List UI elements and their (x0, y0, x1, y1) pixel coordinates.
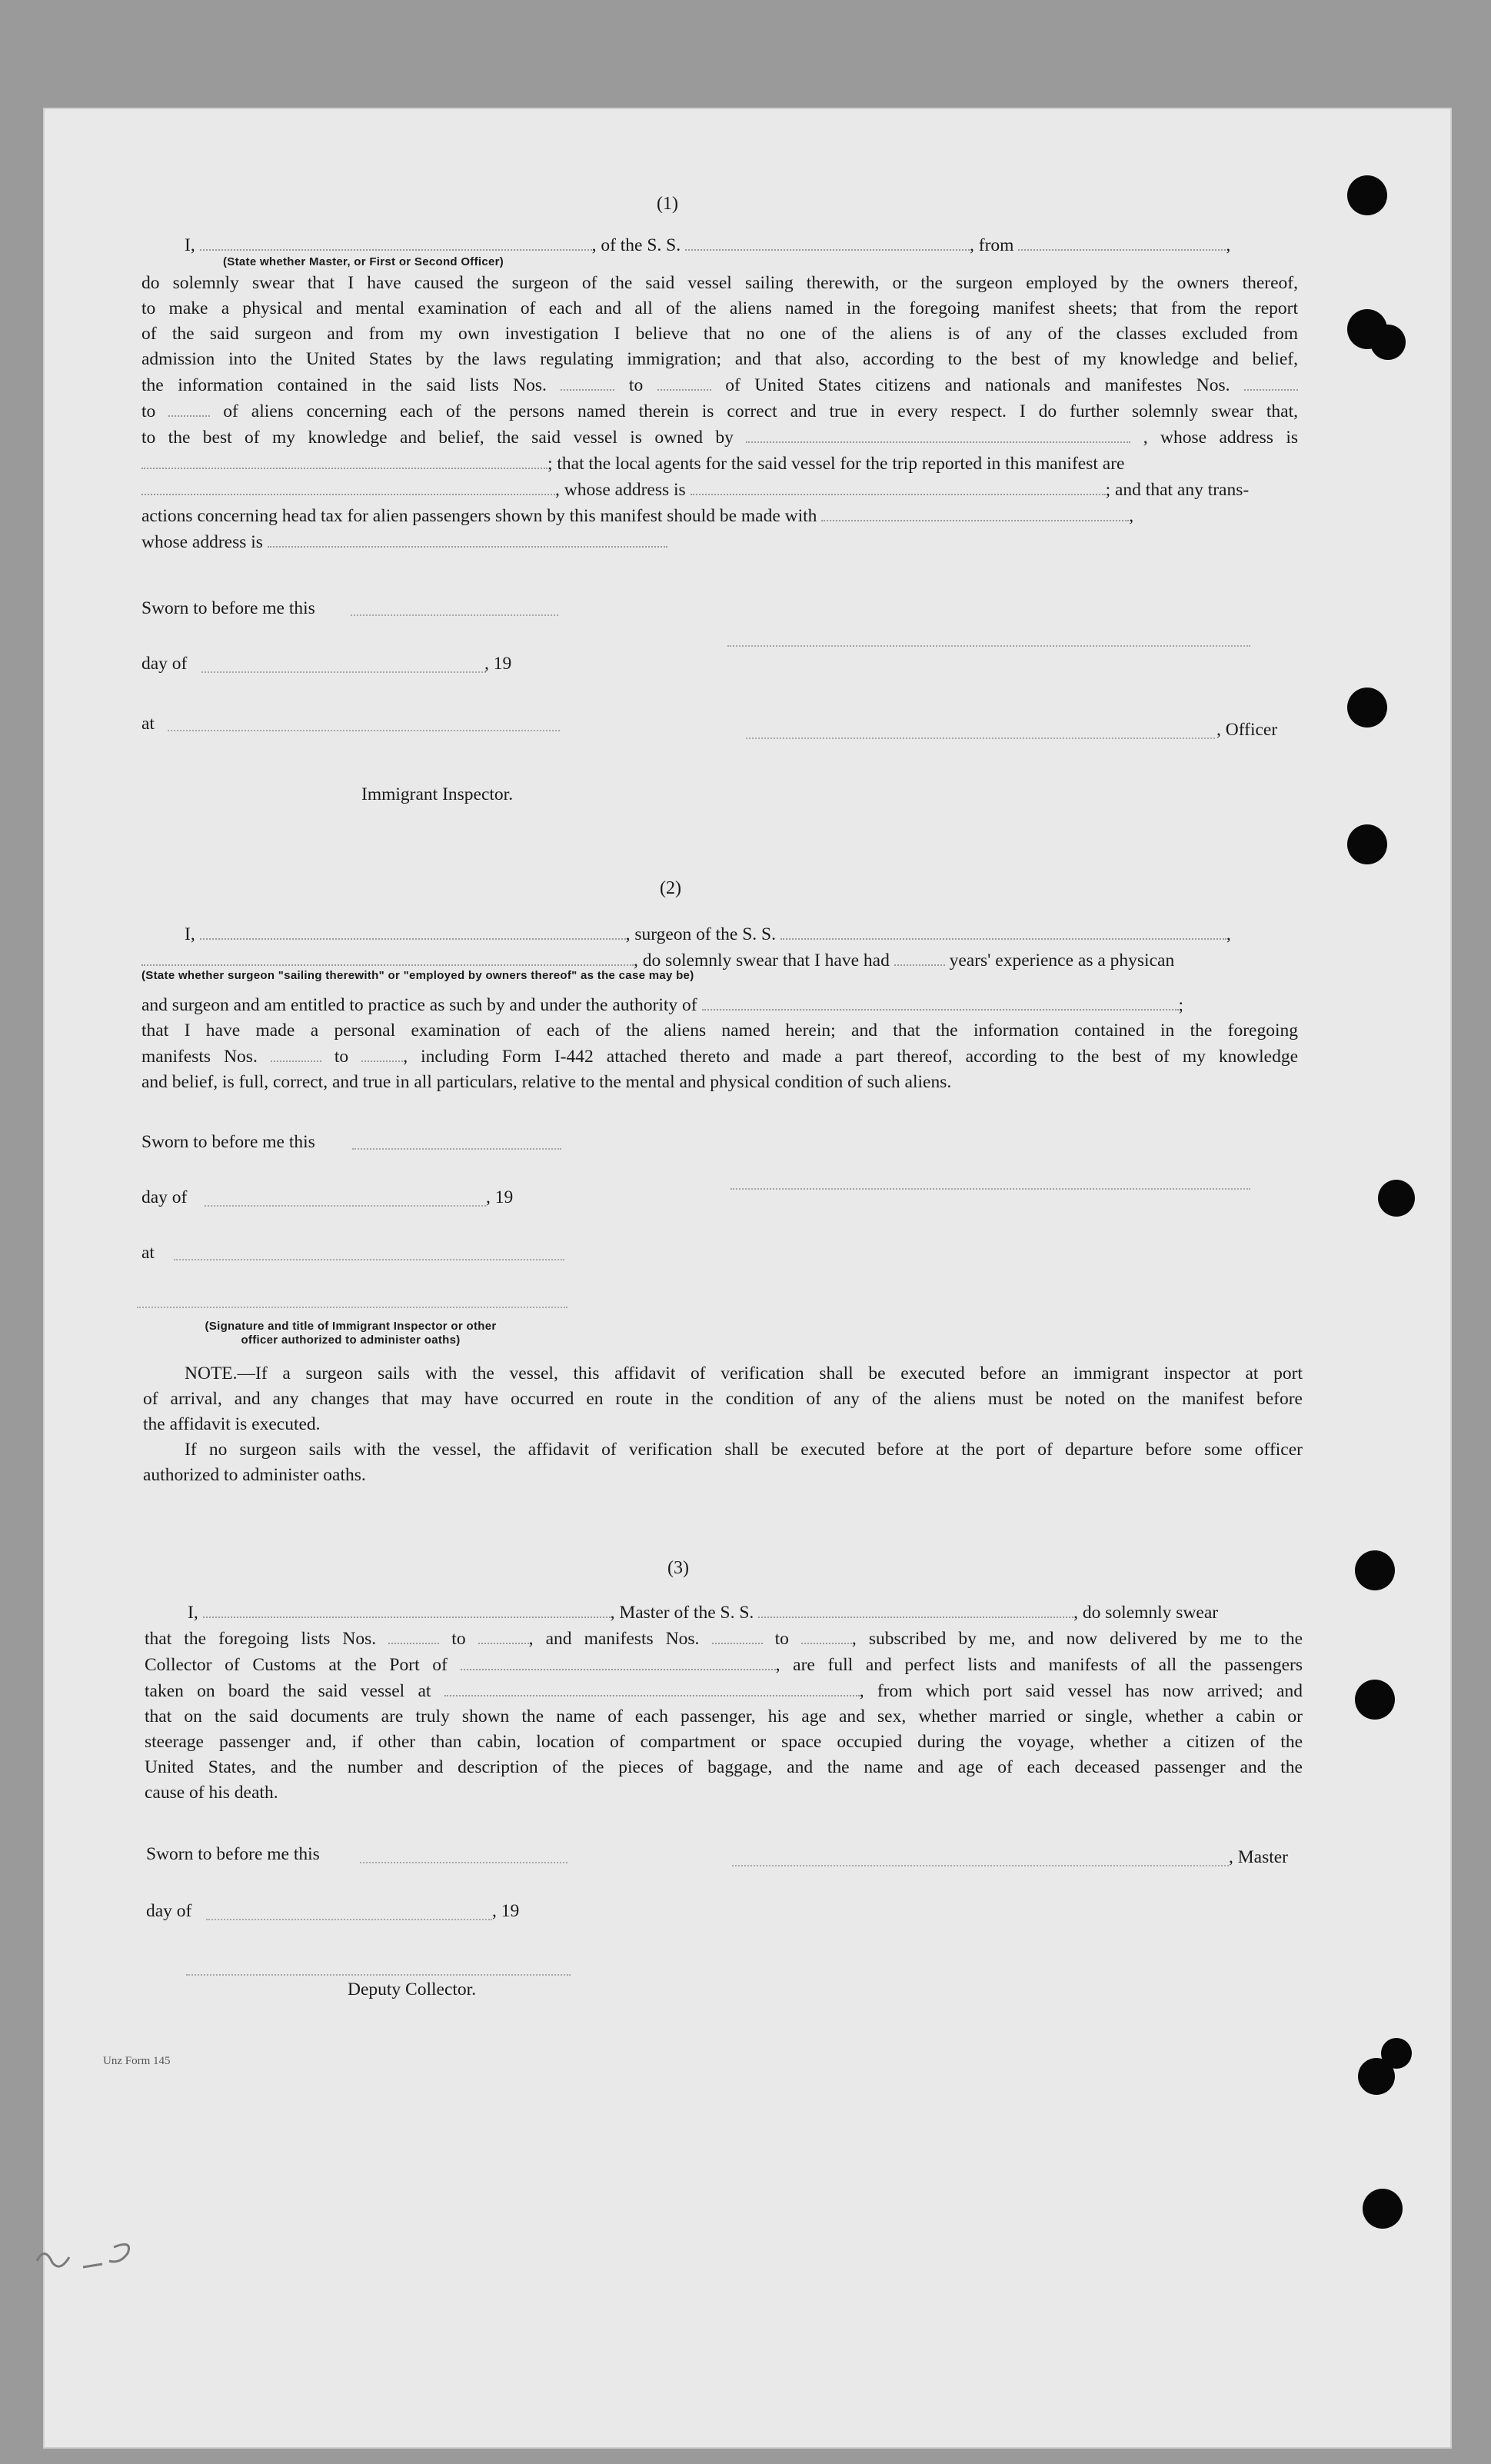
binder-hole-icon (1378, 1180, 1415, 1217)
port-field[interactable] (461, 1652, 776, 1670)
text: , do solemnly swear that I have had (634, 951, 890, 971)
binder-hole-icon (1355, 1680, 1395, 1720)
binder-hole-icon (1347, 688, 1387, 728)
at-label-2: at (141, 1243, 155, 1263)
lists-line-3 (145, 1626, 1303, 1652)
text: that the foregoing lists Nos. (145, 1629, 377, 1649)
text: , from (970, 235, 1014, 255)
sig-note (135, 1320, 566, 1347)
binder-hole-icon (1370, 325, 1406, 360)
year-label-3: , 19 (492, 1901, 520, 1921)
section-2 (141, 921, 1298, 1095)
aliens-line (141, 398, 1298, 425)
list-from-field[interactable] (561, 372, 614, 391)
manifest-nos-to-field[interactable] (361, 1044, 403, 1062)
master-signature-line[interactable] (732, 1864, 1229, 1866)
para-line: of the said surgeon and from my own investigation I believe that no one of the aliens is of any of the classes excluded from (141, 324, 1298, 344)
text: ; and that any trans- (1105, 480, 1250, 500)
binder-hole-icon (1355, 1550, 1395, 1590)
actions-line: actions concerning head tax for alien passengers shown by this manifest should be made with , (141, 503, 1298, 529)
departure-port-field[interactable] (444, 1678, 860, 1696)
text: of United States citizens and nationals and manifestes Nos. (725, 375, 1230, 395)
text: to (334, 1047, 349, 1067)
text: taken on board the said vessel at (145, 1681, 431, 1701)
section-2-line-1: I, , surgeon of the S. S. , (141, 921, 1298, 947)
master-name-field[interactable] (203, 1600, 611, 1618)
year-label-2: , 19 (486, 1187, 514, 1207)
text: , subscribed by me, and now delivered by me to the (851, 1629, 1303, 1649)
text: of aliens concerning each of the persons named therein is correct and true in every respect. I do further solemnly swear that, (223, 401, 1298, 421)
surgeon-name-field[interactable] (200, 921, 626, 940)
day-of-field-2[interactable] (205, 1204, 486, 1207)
day-of-label-2: day of (141, 1187, 188, 1207)
text: I, (185, 235, 195, 255)
para-line: that on the said documents are truly shown the name of each passenger, his age and sex, whether married or single, whether a cabin or (145, 1706, 1303, 1726)
note-line: of arrival, and any changes that may have occurred en route in the condition of any of the aliens must be noted on the manifest before (143, 1389, 1303, 1409)
form-page (45, 109, 1450, 2447)
text: to (628, 375, 644, 395)
owner-field[interactable] (746, 425, 1130, 443)
section-2-number: (2) (660, 878, 681, 898)
day-of-label-1: day of (141, 654, 188, 674)
surgeon-signature-line[interactable] (731, 1187, 1250, 1190)
sig-note-line: officer authorized to administer oaths) (241, 1334, 461, 1347)
text: years' experience as a physican (949, 951, 1175, 971)
para-line: do solemnly swear that I have caused the surgeon of the said vessel sailing therewith, or the surgeon employed by the owners thereof, (141, 273, 1298, 293)
text: the information contained in the said lists Nos. (141, 375, 547, 395)
section-1 (141, 232, 1298, 555)
note-line: If no surgeon sails with the vessel, the affidavit of verification shall be executed before at the port of departure before some officer (185, 1440, 1303, 1460)
section-3-line-1 (145, 1600, 1303, 1626)
text: , are full and perfect lists and manifests of all the passengers (775, 1655, 1303, 1675)
manifest-to-field[interactable] (168, 398, 210, 417)
section-1-paragraph (141, 271, 1298, 555)
years-field[interactable] (894, 947, 945, 966)
owned-line (141, 425, 1298, 451)
taken-on-line (145, 1678, 1303, 1704)
text: , whose address is (555, 480, 686, 500)
text: , surgeon of the S. S. (625, 924, 776, 944)
text: , of the S. S. (591, 235, 681, 255)
para-line: admission into the United States by the laws regulating immigration; and that also, according to the best of my knowledge and belief, (141, 349, 1298, 369)
text: , from which port said vessel has now arrived; and (859, 1681, 1303, 1701)
at-label-1: at (141, 714, 155, 734)
text: , do solemnly swear (1073, 1603, 1219, 1623)
binder-hole-icon (1381, 2038, 1412, 2069)
officer-signature-line[interactable] (727, 644, 1250, 647)
officer-name-field[interactable] (200, 232, 592, 251)
sworn-field-3[interactable] (360, 1861, 567, 1863)
manifest-from-field[interactable] (1244, 372, 1298, 391)
text: ; that the local agents for the said vessel for the trip reported in this manifest are (547, 454, 1125, 474)
officer-title-line[interactable] (746, 737, 1215, 739)
surgeon-note: (State whether surgeon "sailing therewith" or "employed by owners thereof" as the case may be) (141, 969, 694, 982)
officer-label: , Officer (1216, 720, 1278, 740)
note-line: authorized to administer oaths. (143, 1465, 366, 1485)
text: Collector of Customs at the Port of (145, 1655, 448, 1675)
manifest-nos-from-field[interactable] (271, 1044, 321, 1062)
text: to (774, 1629, 789, 1649)
lists-from-field[interactable] (388, 1626, 439, 1644)
inspector-signature-line[interactable] (137, 1306, 567, 1308)
lists-to-field[interactable] (478, 1626, 529, 1644)
list-to-field[interactable] (657, 372, 711, 391)
binder-hole-icon (1347, 824, 1387, 864)
agents-line (141, 451, 1298, 477)
lists-line (141, 372, 1298, 398)
officer-note: (State whether Master, or First or Second Officer) (223, 255, 504, 268)
text: I, (185, 924, 195, 944)
form-number: Unz Form 145 (103, 2055, 171, 2067)
owner-address-field[interactable] (141, 451, 547, 469)
day-of-field-3[interactable] (206, 1918, 492, 1920)
sig-note-line: (Signature and title of Immigrant Inspector or other (205, 1320, 497, 1333)
text: whose address is (141, 532, 263, 552)
para-line: and belief, is full, correct, and true in all particulars, relative to the mental and physical condition of such aliens. (141, 1072, 952, 1092)
binder-hole-icon (1363, 2189, 1403, 2229)
note-line: the affidavit is executed. (143, 1414, 321, 1434)
para-line: cause of his death. (145, 1783, 278, 1803)
manifests-to-field[interactable] (801, 1626, 852, 1644)
year-label-1: , 19 (484, 654, 512, 674)
authority-line: and surgeon and am entitled to practice as such by and under the authority of ; (141, 992, 1298, 1018)
text: to (451, 1629, 466, 1649)
surgeon-vessel-field[interactable] (780, 921, 1226, 940)
day-of-field-1[interactable] (201, 671, 486, 673)
collector-line (145, 1652, 1303, 1678)
text: to the best of my knowledge and belief, the said vessel is owned by (141, 428, 734, 448)
section-1-line-1: I, , of the S. S. , from , (141, 232, 1298, 258)
text: manifests Nos. (141, 1047, 258, 1067)
master-vessel-field[interactable] (758, 1600, 1073, 1618)
text: to (141, 401, 156, 421)
text: and surgeon and am entitled to practice as such by and under the authority of (141, 995, 697, 1015)
note (143, 1361, 1303, 1488)
para-line: United States, and the number and description of the pieces of baggage, and the name and age of each deceased passenger and the (145, 1757, 1303, 1777)
binder-hole-icon (1347, 175, 1387, 215)
section-3-number: (3) (667, 1558, 689, 1578)
text: , including Form I-442 attached thereto and made a part thereof, according to the best of my knowledge (403, 1047, 1298, 1067)
section-2-paragraph (141, 992, 1298, 1095)
text: actions concerning head tax for alien passengers shown by this manifest should be made with (141, 506, 817, 526)
agents-field[interactable] (141, 477, 555, 495)
text: , and manifests Nos. (528, 1629, 700, 1649)
inspector-label-1: Immigrant Inspector. (361, 784, 514, 804)
agents-address-field[interactable] (691, 477, 1106, 495)
day-of-label-3: day of (146, 1901, 192, 1921)
head-tax-contact-field[interactable] (821, 503, 1129, 521)
surgeon-type-field[interactable] (141, 947, 634, 966)
sworn-label-2: Sworn to before me this (141, 1132, 315, 1152)
authority-field[interactable] (702, 992, 1179, 1011)
para-line: steerage passenger and, if other than cabin, location of compartment or space occupied during the voyage, whether a citizen of the (145, 1732, 1303, 1752)
head-tax-address-field[interactable] (268, 529, 667, 548)
para-line: that I have made a personal examination of each of the aliens named herein; and that the information contained in the foregoing (141, 1021, 1298, 1041)
at-field-1[interactable] (168, 729, 560, 731)
section-3 (145, 1600, 1303, 1806)
deputy-label: Deputy Collector. (348, 1980, 477, 2000)
manifests-line (141, 1044, 1298, 1070)
at-field-2[interactable] (174, 1258, 564, 1260)
vessel-name-field[interactable] (685, 232, 970, 251)
sworn-label-3: Sworn to before me this (146, 1844, 320, 1864)
handwritten-mark (29, 2230, 145, 2286)
sworn-label-1: Sworn to before me this (141, 598, 315, 618)
note-line: NOTE.—If a surgeon sails with the vessel, this affidavit of verification shall be executed before an immigrant inspector at port (185, 1364, 1303, 1384)
text: , Master of the S. S. (610, 1603, 754, 1623)
scribble-icon (29, 2230, 145, 2276)
address-3-line (141, 529, 1298, 555)
para-line: to make a physical and mental examination of each and all of the aliens named in the foregoing manifest sheets; that from the report (141, 298, 1298, 318)
text: , whose address is (1143, 428, 1298, 448)
text: I, (188, 1603, 198, 1623)
deputy-signature-line[interactable] (186, 1973, 571, 1976)
sworn-field-1[interactable] (351, 614, 558, 616)
sworn-field-2[interactable] (352, 1147, 561, 1150)
section-1-number: (1) (657, 194, 678, 214)
master-label: , Master (1229, 1847, 1289, 1867)
manifests-from-field[interactable] (712, 1626, 763, 1644)
from-port-field[interactable] (1018, 232, 1226, 251)
agents-address-line (141, 477, 1298, 503)
